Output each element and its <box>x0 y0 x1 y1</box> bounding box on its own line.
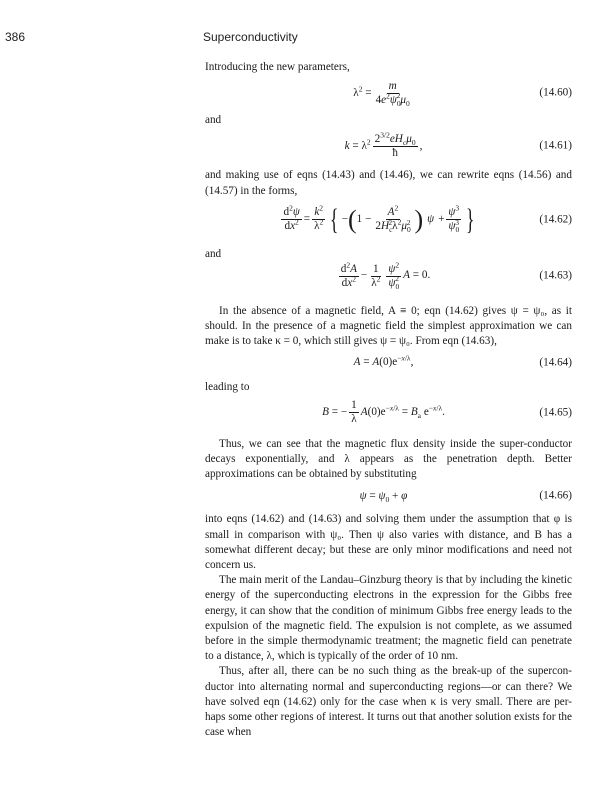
paragraph-rewrite: and making use of eqns (14.43) and (14.46), we can rewrite eqns (14.56) and (14.57) in the forms, <box>205 169 572 197</box>
connector-leading-to: leading to <box>205 380 250 393</box>
running-head: Superconductivity <box>203 30 298 44</box>
page-body <box>205 60 572 740</box>
connector-and: and <box>205 114 222 127</box>
equation-14-63: $\frac{d^2A}{dx^2}$ − $\frac{1}{\lambda^2}$ $\frac{\psi^2}{\psi_0^2}$ A = 0. (14.63) <box>340 259 572 291</box>
eq-14-66-expr: $\psi = \psi_0 + \varphi$ <box>359 489 408 505</box>
connector-and: and <box>205 247 222 260</box>
eq-14-64-expr: $A = A(0)e^{-x/\lambda}$, <box>353 353 414 369</box>
eq-14-61-lhs: $k = \lambda^2$ <box>344 137 371 152</box>
equation-number: (14.66) <box>539 489 572 502</box>
page-header <box>0 30 615 46</box>
paragraph-break-up: Thus, after all, there can be no such thing as the break-up of the supercon-ductor into alternating normal and superconducting regions—or can there? We have solved eqn (14.62) only for the case when κ is very small. There are per-haps some other regions of interest. It turns out that another solution exists for the case when <box>205 665 572 739</box>
paragraph-landau-ginzburg: The main merit of the Landau–Ginzburg theory is that by including the kinetic energy of the superconducting electrons in the expression for the Gibbs free energy, it can show that the condition of minimum Gibbs free energy leads to the expulsion of the magnetic field. The expulsion is not complete, as we assumed before in the simple thermodynamic treatment; the magnetic field can penetrate to a distance, λ, which is typically of the order of 10 nm. <box>205 574 572 663</box>
page-number: 386 <box>5 30 26 44</box>
equation-number: (14.64) <box>539 356 572 369</box>
eq-14-61-fraction: $\frac{2^{3/2}eH_c\mu_0}{ħ}$ <box>374 130 416 159</box>
equation-14-60 <box>195 75 572 111</box>
equation-14-66 <box>195 482 572 510</box>
equation-number: (14.65) <box>539 406 572 419</box>
equation-14-64 <box>195 350 572 376</box>
equation-14-62: $\frac{d^2\psi}{dx^2}$ = $\frac{k^2}{\lambda^2}$ { − ( 1 − $\frac{A^2}{2H_c^2\lambda^2\mu_0^2}$ ) ψ + $\frac{\psi^3}{\psi_0^3}$ } (14.62) <box>283 202 572 236</box>
equation-number: (14.63) <box>539 269 572 282</box>
eq-14-60-fraction: $\frac{m}{4e^2\psi_0^2\mu_0}$ <box>375 79 410 108</box>
eq-14-60-lhs: $\lambda^2$ = <box>353 83 372 99</box>
equation-number: (14.61) <box>539 139 572 152</box>
equation-14-65: B = − $\frac{1}{\lambda}$ $A(0)e^{-x/\lambda} = B_a$ $e^{-x/\lambda}$. (14.65) <box>322 399 572 426</box>
paragraph-flux-decay: Thus, we can see that the magnetic flux density inside the super-conductor decays exponentially, and λ appears as the penetration depth. Better approximations can be obtained by substituting <box>205 437 572 481</box>
paragraph-substitution: into eqns (14.62) and (14.63) and solving them under the assumption that φ is small in comparison with ψ₀. Then ψ also varies with distance, and B has a somewhat different decay; but these are only minor modifications and need not concern us. <box>205 513 572 572</box>
paragraph-intro: Introducing the new parameters, <box>205 61 350 73</box>
equation-number: (14.62) <box>539 213 572 226</box>
equation-14-61: $k = \lambda^2$ $\frac{2^{3/2}eH_c\mu_0}{ħ}$ , (14.61) <box>344 130 572 159</box>
paragraph-absence-field: In the absence of a magnetic field, A ≡ 0; eqn (14.62) gives ψ = ψ₀, as it should. In the presence of a magnetic field the simplest approximation we can make is to take κ = 0, which still gives ψ = ψ₀. From eqn (14.63), <box>205 305 572 348</box>
equation-number: (14.60) <box>539 86 572 99</box>
